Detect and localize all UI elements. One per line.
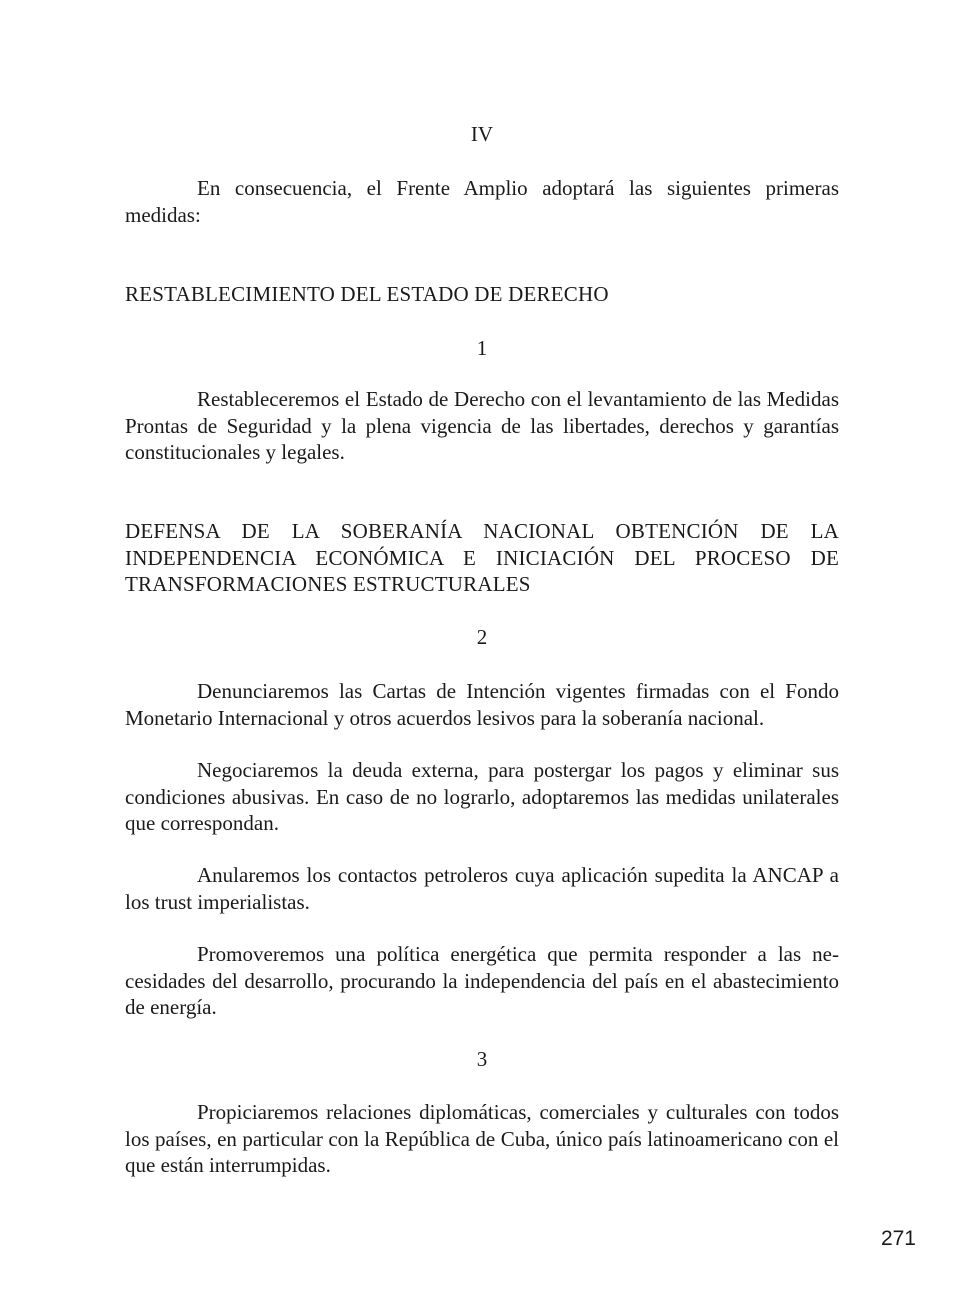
document-page: [125, 0, 839, 1304]
section-number-roman: IV: [470, 122, 494, 146]
measure-number-3: 3: [476, 1047, 488, 1071]
measure-number-2: 2: [476, 625, 488, 649]
page-number: 271: [880, 1227, 916, 1250]
heading-restablecimiento: RESTABLECIMIENTO DEL ESTADO DE DERECHO: [125, 282, 609, 306]
measure-number-1: 1: [476, 336, 488, 360]
paragraph-contratos-petroleros: Anularemos los contactos petroleros cuya aplicación supedita la ANCAP a los trust imperialistas.: [125, 863, 839, 914]
paragraph-relaciones-diplomaticas: Propiciaremos relaciones diplomáticas, comerciales y culturales con todos los países, en particular con la República de Cuba, único país latinoamericano con el que están interrumpidas.: [125, 1100, 839, 1177]
paragraph-deuda-externa: Negociaremos la deuda externa, para postergar los pagos y eliminar sus condiciones abusivas. En caso de no lograrlo, adoptaremos las medidas unilaterales que correspondan.: [125, 758, 839, 835]
paragraph-politica-energetica: Promoveremos una política energética que permita responder a las necesidades del desarrollo, procurando la independencia del país en el abastecimiento de energía.: [125, 942, 839, 1019]
heading-defensa-soberania: DEFENSA DE LA SOBERANÍA NACIONAL OBTENCIÓN DE LA INDEPENDENCIA ECONÓMICA E INICIACIÓN DEL PROCESO DE TRANSFORMACIONES ESTRUCTURALES: [125, 519, 839, 596]
paragraph-estado-de-derecho: Restableceremos el Estado de Derecho con el levantamiento de las Medidas Prontas de Seguridad y la plena vigencia de las libertades, derechos y garantías constitucionales y legales.: [125, 387, 839, 464]
paragraph-cartas-intencion: Denunciaremos las Cartas de Intención vigentes firmadas con el Fondo Monetario Internacional y otros acuerdos lesivos para la soberanía nacional.: [125, 679, 839, 730]
intro-paragraph: En consecuencia, el Frente Amplio adoptará las siguientes primeras medidas:: [125, 176, 839, 227]
